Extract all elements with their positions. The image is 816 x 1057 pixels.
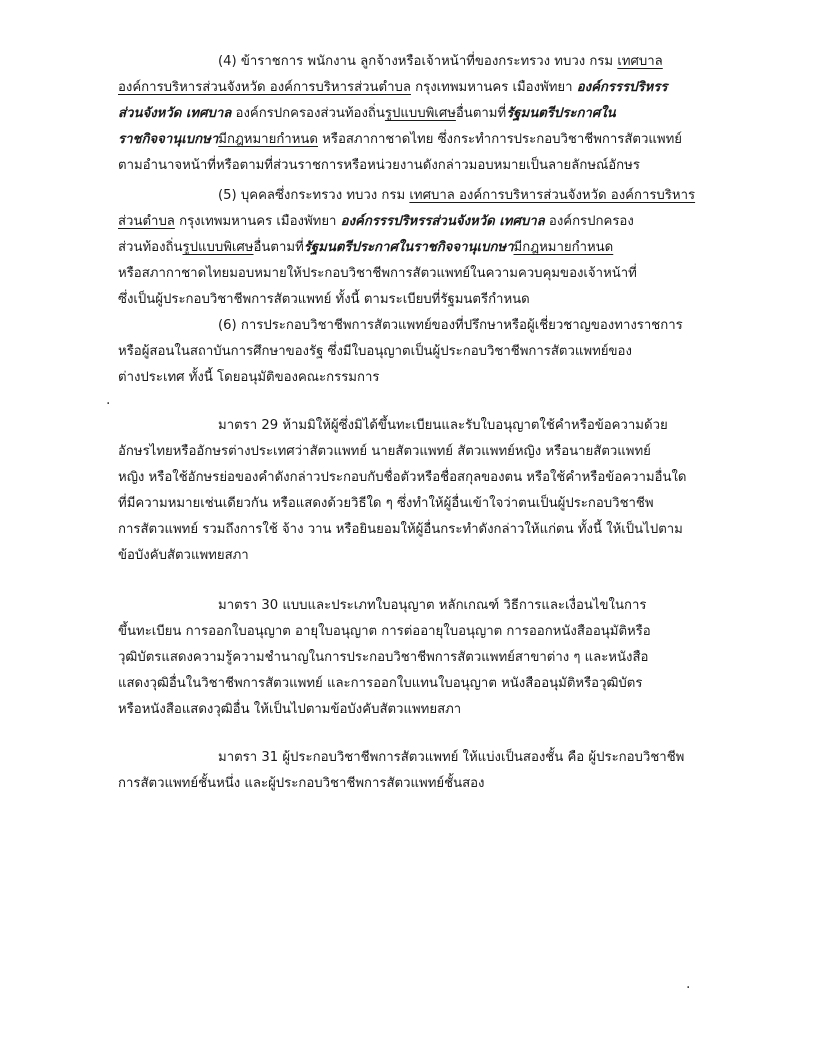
text-run: ส่วนตำบล xyxy=(118,214,175,229)
text-run: การสัตวแพทย์ชั้นหนึ่ง และผู้ประกอบวิชาชีพการสัตวแพทย์ชั้นสอง xyxy=(118,776,485,791)
text-run: มีกฎหมายกำหนด xyxy=(513,240,614,255)
text-line xyxy=(218,595,724,617)
text-run: กรุงเทพมหานคร เมืองพัทยา xyxy=(174,214,341,229)
text-run: องค์กรปกครอง xyxy=(544,214,634,229)
text-run: องค์กรรรปริหรร xyxy=(576,80,668,95)
text-line xyxy=(118,493,724,515)
text-line xyxy=(118,647,724,669)
text-run: (4) ข้าราชการ พนักงาน ลูกจ้างหรือเจ้าหน้าที่ของกระทรวง ทบวง กรม xyxy=(218,54,618,69)
text-run: รัฐมนตรีประกาศในราชกิจจานุเบกษา xyxy=(303,240,514,255)
text-run: กรุงเทพมหานคร เมืองพัทยา xyxy=(410,80,577,95)
text-run: ตามอำนาจหน้าที่หรือตามที่ส่วนราชการหรือหน่วยงานดังกล่าวมอบหมายเป็นลายลักษณ์อักษร xyxy=(118,158,640,173)
text-line xyxy=(118,129,724,151)
text-run: เทศบาล องค์การบริหารส่วนจังหวัด องค์การบริหาร xyxy=(409,188,696,203)
text-run: วุฒิบัตรแสดงความรู้ความชำนาญในการประกอบวิชาชีพการสัตวแพทย์สาขาต่าง ๆ และหนังสือ xyxy=(118,650,649,665)
text-line xyxy=(118,211,724,233)
text-run: การสัตวแพทย์ รวมถึงการใช้ จ้าง วาน หรือยินยอมให้ผู้อื่นกระทำดังกล่าวให้แก่ตน ทั้งนี้ ให้เป็นไปตาม xyxy=(118,522,683,537)
text-line xyxy=(218,415,724,437)
text-run: ต่างประเทศ ทั้งนี้ โดยอนุมัติของคณะกรรมการ xyxy=(118,370,380,385)
text-line xyxy=(118,263,724,285)
text-line xyxy=(118,467,724,489)
text-run: องค์กรปกครองส่วนท้องถิ่น xyxy=(231,106,385,121)
text-run: หรือสภากาชาดไทย ซึ่งกระทำการประกอบวิชาชีพการสัตวแพทย์ xyxy=(317,132,683,147)
text-run: อื่นตามที่ xyxy=(455,106,507,121)
text-line xyxy=(118,545,724,567)
text-line xyxy=(118,621,724,643)
text-run: ส่วนท้องถิ่น xyxy=(118,240,183,255)
text-run: ขึ้นทะเบียน การออกใบอนุญาต อายุใบอนุญาต การต่ออายุใบอนุญาต การออกหนังสืออนุมัติหรือ xyxy=(118,624,651,639)
text-run: ซึ่งเป็นผู้ประกอบวิชาชีพการสัตวแพทย์ ทั้งนี้ ตามระเบียบที่รัฐมนตรีกำหนด xyxy=(118,292,530,307)
text-run: แสดงวุฒิอื่นในวิชาชีพการสัตวแพทย์ และการออกใบแทนใบอนุญาต หนังสืออนุมัติหรือวุฒิบัตร xyxy=(118,676,643,691)
text-line xyxy=(218,185,724,207)
text-run: มาตรา 29 ห้ามมิให้ผู้ซึ่งมิได้ขึ้นทะเบียนและรับใบอนุญาตใช้คำหรือข้อความด้วย xyxy=(218,418,668,433)
text-line xyxy=(118,341,724,363)
text-line xyxy=(118,77,724,99)
text-run: อักษรไทยหรืออักษรต่างประเทศว่าสัตวแพทย์ นายสัตวแพทย์ สัตวแพทย์หญิง หรือนายสัตวแพทย์ xyxy=(118,444,651,459)
text-run: หรือผู้สอนในสถาบันการศึกษาของรัฐ ซึ่งมีใบอนุญาตเป็นผู้ประกอบวิชาชีพการสัตวแพทย์ของ xyxy=(118,344,632,359)
text-run: หรือสภากาชาดไทยมอบหมายให้ประกอบวิชาชีพการสัตวแพทย์ในความควบคุมของเจ้าหน้าที่ xyxy=(118,266,637,281)
text-line xyxy=(218,51,724,73)
text-line xyxy=(118,699,724,721)
text-line xyxy=(118,103,724,125)
text-line xyxy=(118,441,724,463)
scan-mark: · xyxy=(106,396,111,412)
text-run: ที่มีความหมายเช่นเดียวกัน หรือแสดงด้วยวิธีใด ๆ ซึ่งทำให้ผู้อื่นเข้าใจว่าตนเป็นผู้ประกอบวิชาชีพ xyxy=(118,496,654,511)
text-run: (5) บุคคลซึ่งกระทรวง ทบวง กรม xyxy=(218,188,410,203)
scan-mark: · xyxy=(686,980,691,996)
text-run: (6) การประกอบวิชาชีพการสัตวแพทย์ของที่ปรึกษาหรือผู้เชี่ยวชาญของทางราชการ xyxy=(218,318,683,333)
text-run: รัฐมนตรีประกาศใน xyxy=(506,106,616,121)
text-run: องค์กรรรปริหรรส่วนจังหวัด เทศบาล xyxy=(340,214,545,229)
text-run: เทศบาล xyxy=(617,54,663,69)
text-run: รูปแบบพิเศษ xyxy=(182,240,254,255)
text-run: มาตรา 30 แบบและประเภทใบอนุญาต หลักเกณฑ์ วิธีการและเงื่อนไขในการ xyxy=(218,598,647,613)
text-line xyxy=(118,673,724,695)
text-line xyxy=(218,747,724,769)
text-line xyxy=(118,367,724,389)
text-line xyxy=(218,315,724,337)
text-run: องค์การบริหารส่วนจังหวัด องค์การบริหารส่วนตำบล xyxy=(118,80,411,95)
text-run: มีกฎหมายกำหนด xyxy=(218,132,318,147)
text-line xyxy=(118,773,724,795)
text-run: หญิง หรือใช้อักษรย่อของคำดังกล่าวประกอบกับชื่อตัวหรือชื่อสกุลของตน หรือใช้คำหรือข้อความอื่นใด xyxy=(118,470,687,485)
text-run: อื่นตามที่ xyxy=(253,240,304,255)
text-run: มาตรา 31 ผู้ประกอบวิชาชีพการสัตวแพทย์ ให้แบ่งเป็นสองชั้น คือ ผู้ประกอบวิชาชีพ xyxy=(218,750,685,765)
text-run: ข้อบังคับสัตวแพทยสภา xyxy=(118,548,249,563)
text-run: ส่วนจังหวัด เทศบาล xyxy=(118,106,232,121)
text-line xyxy=(118,519,724,541)
text-run: ราชกิจจานุเบกษา xyxy=(118,132,219,147)
text-run: รูปแบบพิเศษ xyxy=(384,106,456,121)
text-line xyxy=(118,289,724,311)
text-line xyxy=(118,237,724,259)
text-line xyxy=(118,155,724,177)
text-run: หรือหนังสือแสดงวุฒิอื่น ให้เป็นไปตามข้อบังคับสัตวแพทยสภา xyxy=(118,702,462,717)
